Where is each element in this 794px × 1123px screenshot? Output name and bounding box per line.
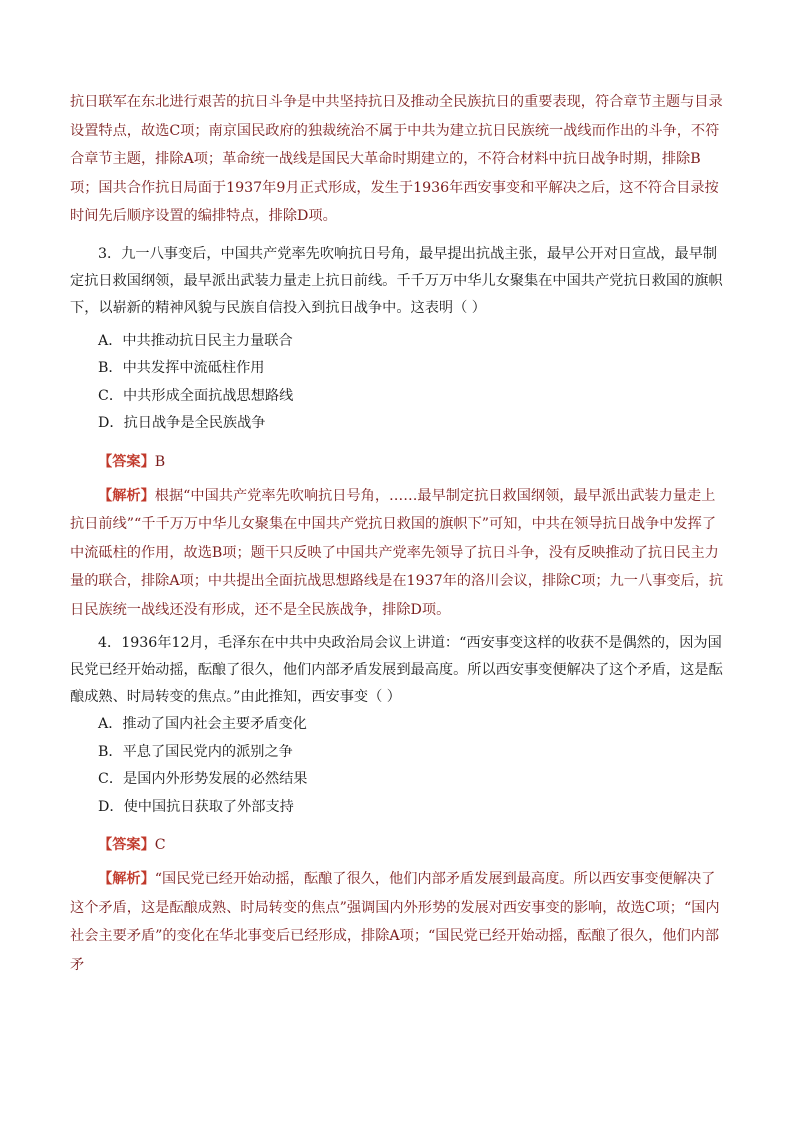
question-4-option-d: D．使中国抗日获取了外部支持 [98, 798, 294, 815]
question-4-option-b: B．平息了国民党内的派别之争 [98, 743, 293, 760]
question-4 [70, 630, 724, 979]
explanation-text: 根据“中国共产党率先吹响抗日号角，……最早制定抗日救国纲领，最早派出武装力量走上抗日前线”“千千万万中华儿女聚集在中国共产党抗日救国的旗帜下”可知，中共在领导抗日战争中发挥了中流砥柱的作用，故选B项；题干只反映了中国共产党率先领导了抗日斗争，没有反映推动了抗日民主力量的联合，排除A项；中共提出全面抗战思想路线是在1937年的洛川会议，排除C项；九一八事变后，抗日民族统一战线还没有形成，还不是全民族战争，排除D项。 [70, 487, 724, 618]
question-4-option-c: C．是国内外形势发展的必然结果 [98, 771, 308, 787]
question-3-explanation [70, 482, 724, 625]
question-3-option-d: D．抗日战争是全民族战争 [98, 415, 266, 431]
question-4-stem: 4．1936年12月，毛泽东在中共中央政治局会议上讲道：“西安事变这样的收获不是偶然的，因为国民党已经开始动摇，酝酿了很久，他们内部矛盾发展到最高度。所以西安事变便解决了这个矛盾，这是酝酿成熟、时局转变的焦点。”由此推知，西安事变（ ） [70, 635, 723, 705]
question-4-answer [70, 831, 724, 859]
question-3 [70, 241, 724, 625]
question-4-explanation [70, 865, 724, 979]
document-page [70, 88, 724, 979]
question-3-option-a: A．中共推动抗日民主力量联合 [98, 332, 293, 349]
explanation-text: “国民党已经开始动摇，酝酿了很久，他们内部矛盾发展到最高度。所以西安事变便解决了这个矛盾，这是酝酿成熟、时局转变的焦点”强调国内外形势的发展对西安事变的影响，故选C项；“国内社会主要矛盾”的变化在华北事变后已经形成，排除A项；“国民党已经开始动摇，酝酿了很久，他们内部矛 [70, 871, 720, 973]
question-4-option-a: A．推动了国内社会主要矛盾变化 [98, 716, 307, 732]
question-3-answer [70, 448, 724, 476]
answer-value: B [154, 453, 166, 470]
question-3-option-c: C．中共形成全面抗战思想路线 [98, 387, 294, 404]
answer-value: C [154, 837, 166, 853]
previous-question-explanation: 抗日联军在东北进行艰苦的抗日斗争是中共坚持抗日及推动全民族抗日的重要表现，符合章节主题与目录设置特点，故选C项；南京国民政府的独裁统治不属于中共为建立抗日民族统一战线而作出的斗争，不符合章节主题，排除A项；革命统一战线是国民大革命时期建立的，不符合材料中抗日战争时期，排除B项；国共合作抗日局面于1937年9月正式形成，发生于1936年西安事变和平解决之后，这不符合目录按时间先后顺序设置的编排特点，排除D项。 [70, 94, 723, 224]
question-3-stem: 3．九一八事变后，中国共产党率先吹响抗日号角，最早提出抗战主张，最早公开对日宣战，最早制定抗日救国纲领，最早派出武装力量走上抗日前线。千千万万中华儿女聚集在中国共产党抗日救国的旗帜下，以崭新的精神风貌与民族自信投入到抗日战争中。这表明（ ） [70, 245, 723, 316]
explanation-tag: 【解析】 [98, 871, 155, 887]
question-3-option-b: B．中共发挥中流砥柱作用 [98, 360, 265, 376]
answer-tag: 【答案】 [98, 453, 155, 470]
answer-tag: 【答案】 [98, 837, 155, 853]
explanation-tag: 【解析】 [98, 487, 155, 504]
